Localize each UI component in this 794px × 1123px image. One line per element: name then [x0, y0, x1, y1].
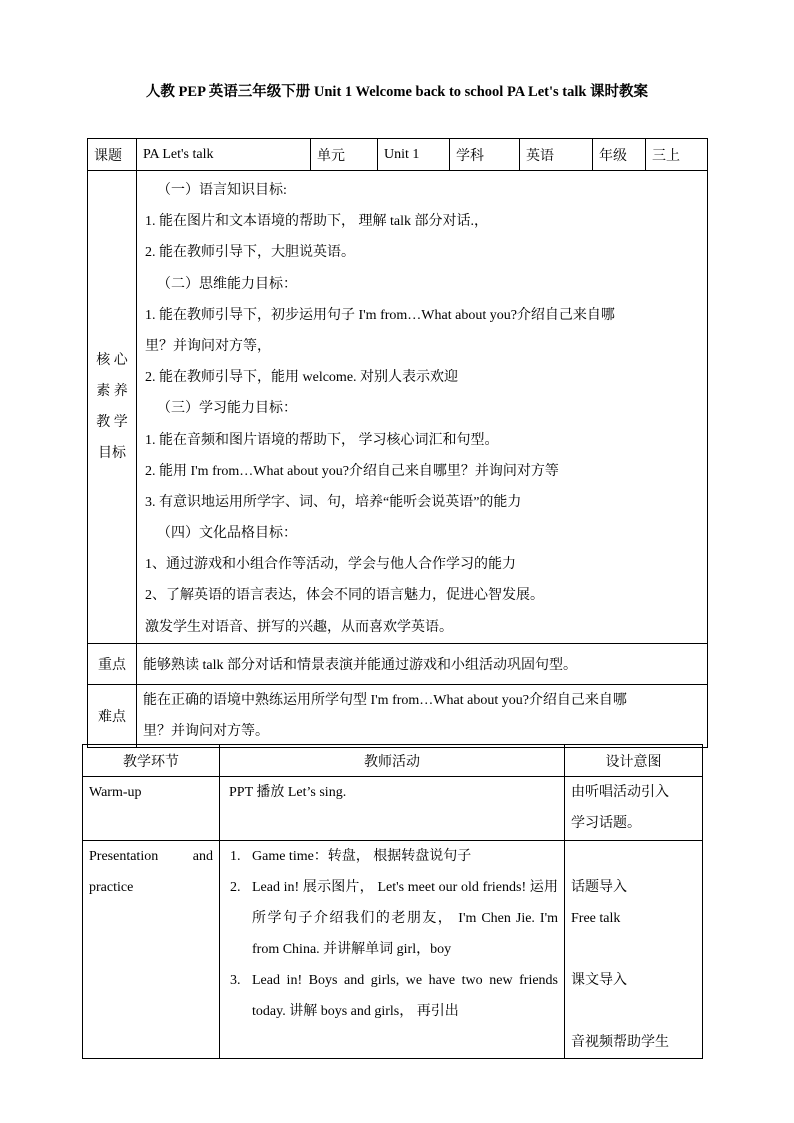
goals-label-line: 核 心 [96, 352, 128, 368]
subject-label: 学科 [450, 139, 520, 171]
step-item [226, 841, 558, 872]
goal-item: 3. 有意识地运用所学字、词、句，培养“能听会说英语”的能力 [145, 494, 522, 510]
goal-section-heading: （四）文化品格目标： [157, 526, 297, 542]
goals-content [137, 171, 708, 644]
step-text: Lead in! Boys and girls, we have two new friends today. 讲解 boys and girls， 再引出 [252, 973, 558, 1019]
goals-label-line: 目标 [98, 445, 126, 461]
presentation-stage [83, 841, 220, 1059]
warmup-stage-text: Warm-up [89, 785, 142, 800]
difficulties-line: 能在正确的语境中熟练运用所学句型 I'm from…What about you?介绍自己来自哪 [143, 692, 627, 708]
goal-item: 1. 能在音频和图片语境的帮助下， 学习核心词汇和句型。 [145, 432, 499, 448]
teaching-process-table [82, 744, 703, 1059]
presentation-stage-line: Presentation and [89, 849, 213, 864]
goal-item: 2. 能用 I'm from…What about you?介绍自己来自哪里？并询问对方等 [145, 463, 559, 479]
key-points-text: 能够熟读 talk 部分对话和情景表演并能通过游戏和小组活动巩固句型。 [137, 643, 708, 684]
grade-value: 三上 [646, 139, 708, 171]
process-header-row [83, 745, 703, 777]
key-points-row [88, 643, 708, 684]
goal-section-heading: （三）学习能力目标： [157, 401, 297, 417]
difficulties-text [137, 684, 708, 747]
presentation-stage-line: practice [89, 880, 134, 895]
difficulties-line: 里？并询问对方等。 [143, 723, 269, 739]
info-row [88, 139, 708, 171]
presentation-intent-line [571, 996, 696, 1027]
goal-item: 1、通过游戏和小组合作等活动，学会与他人合作学习的能力 [145, 557, 516, 573]
goal-item: 2. 能在教师引导下，能用 welcome. 对别人表示欢迎 [145, 370, 459, 386]
difficulties-row [88, 684, 708, 747]
design-intent-header: 设计意图 [565, 745, 703, 777]
goal-item: 1. 能在图片和文本语境的帮助下， 理解 talk 部分对话.， [145, 214, 488, 230]
stage-header: 教学环节 [83, 745, 220, 777]
goal-item: 里？并询问对方等， [145, 338, 271, 354]
presentation-intent-line: 话题导入 [571, 880, 627, 895]
presentation-intent-line: 音视频帮助学生 [571, 1035, 669, 1050]
grade-label: 年级 [593, 139, 646, 171]
goal-item: 2、了解英语的语言表达，体会不同的语言魅力，促进心智发展。 [145, 588, 544, 604]
goals-label-line: 素 养 [96, 383, 128, 399]
teacher-activity-header: 教师活动 [220, 745, 565, 777]
warmup-intent [565, 777, 703, 841]
step-text: Lead in! 展示图片， Let's meet our old friends! 运用所学句子介绍我们的老朋友， I'm Chen Jie. I'm from China. 并讲解单词 girl，boy [252, 880, 558, 957]
goal-section-heading: （二）思维能力目标： [157, 276, 297, 292]
step-text: Game time：转盘， 根据转盘说句子 [252, 849, 472, 864]
presentation-intent-line [571, 841, 696, 872]
topic-value: PA Let's talk [137, 139, 311, 171]
presentation-intent-line [571, 934, 696, 965]
step-number: 1. [230, 849, 241, 864]
step-number: 3. [230, 973, 241, 988]
goal-item: 激发学生对语音、拼写的兴趣，从而喜欢学英语。 [145, 619, 453, 635]
topic-label: 课题 [88, 139, 137, 171]
goals-row [88, 171, 708, 644]
warmup-activity-text: PPT 播放 Let’s sing. [229, 785, 347, 800]
presentation-steps [226, 841, 558, 1027]
key-points-label: 重点 [88, 643, 137, 684]
unit-label: 单元 [311, 139, 378, 171]
warmup-row [83, 777, 703, 841]
presentation-intent-line: 课文导入 [571, 973, 627, 988]
difficulties-label: 难点 [88, 684, 137, 747]
presentation-activity [220, 841, 565, 1059]
goal-section-heading: （一）语言知识目标: [157, 183, 287, 198]
presentation-row [83, 841, 703, 1059]
step-number: 2. [230, 880, 241, 895]
subject-value: 英语 [520, 139, 593, 171]
warmup-stage [83, 777, 220, 841]
goals-label-line: 教 学 [96, 414, 128, 430]
warmup-intent-line: 由听唱活动引入 [571, 785, 669, 800]
document-title: 人教 PEP 英语三年级下册 Unit 1 Welcome back to school PA Let's talk 课时教案 [145, 84, 649, 100]
warmup-intent-line: 学习话题。 [571, 816, 641, 831]
step-item [226, 965, 558, 1027]
unit-value: Unit 1 [378, 139, 450, 171]
step-item [226, 872, 558, 965]
lesson-info-table [87, 138, 708, 748]
goals-label [88, 171, 137, 644]
presentation-intent-line: Free talk [571, 911, 621, 926]
presentation-intent [565, 841, 703, 1059]
warmup-activity [220, 777, 565, 841]
goal-item: 1. 能在教师引导下，初步运用句子 I'm from…What about you?介绍自己来自哪 [145, 307, 615, 323]
goal-item: 2. 能在教师引导下，大胆说英语。 [145, 245, 355, 261]
